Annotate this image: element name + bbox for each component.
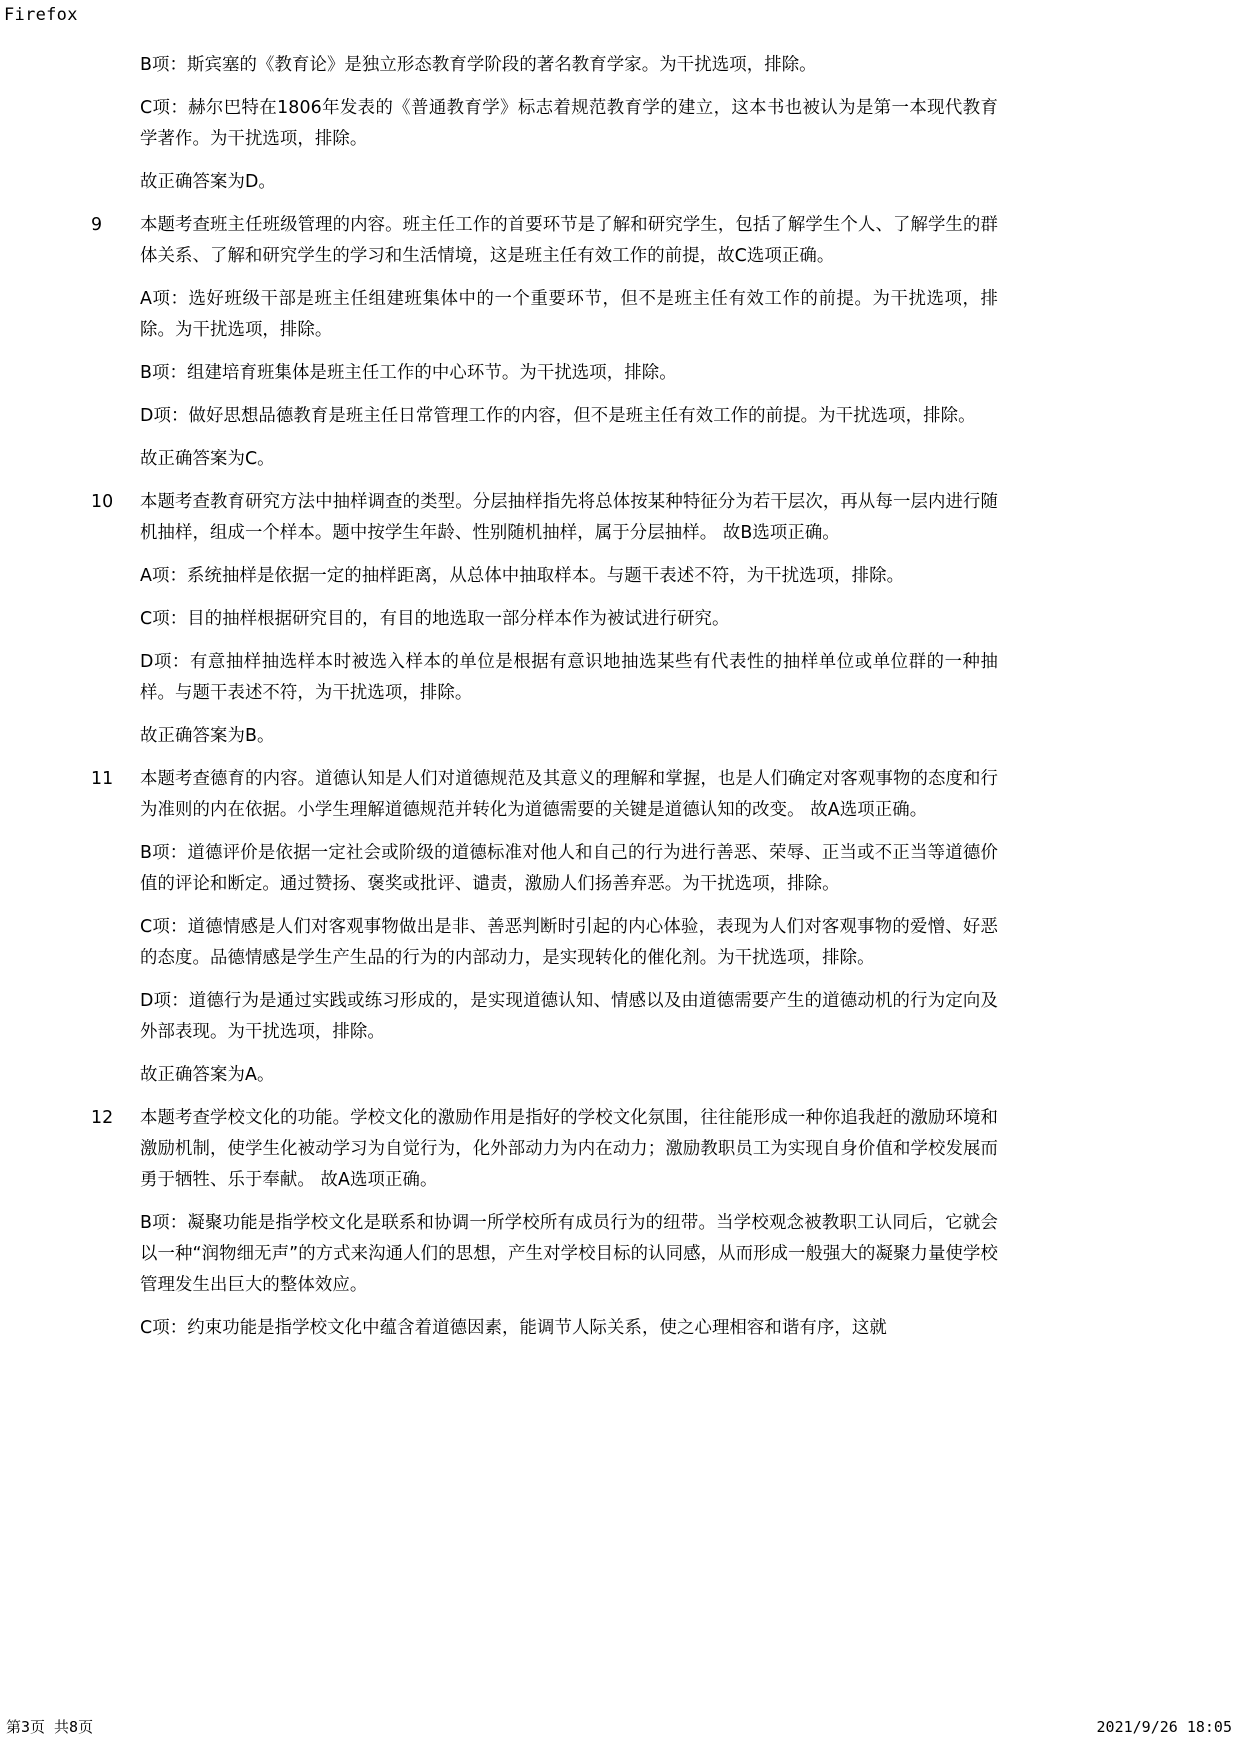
question-number: 11 (91, 769, 114, 789)
option-explanation-text: D项：有意抽样抽选样本时被选入样本的单位是根据有意识地抽选某些有代表性的抽样单位或单位群的一种抽样。与题干表述不符，为干扰选项，排除。 (140, 652, 998, 703)
option-explanation-text: C项：道德情感是人们对客观事物做出是非、善恶判断时引起的内心体验，表现为人们对客观事物的爱憎、好恶的态度。品德情感是学生产生品的行为的内部动力，是实现转化的催化剂。为干扰选项，排除。 (140, 917, 998, 968)
option-explanation-text: B项：组建培育班集体是班主任工作的中心环节。为干扰选项，排除。 (140, 363, 677, 383)
question-number: 12 (91, 1108, 114, 1128)
option-explanation-text: C项：约束功能是指学校文化中蕴含着道德因素，能调节人际关系，使之心理相容和谐有序，这就 (140, 1318, 887, 1338)
option-explanation-text: B项：斯宾塞的《教育论》是独立形态教育学阶段的著名教育学家。为干扰选项，排除。 (140, 55, 817, 75)
document-content-area (88, 50, 998, 1356)
option-explanation-text: A项：系统抽样是依据一定的抽样距离，从总体中抽取样本。与题干表述不符，为干扰选项，排除。 (140, 566, 905, 586)
option-explanation-text: C项：赫尔巴特在1806年发表的《普通教育学》标志着规范教育学的建立，这本书也被认为是第一本现代教育学著作。为干扰选项，排除。 (140, 98, 998, 149)
answer-conclusion-text: 故正确答案为B。 (140, 726, 275, 746)
option-explanation-text: B项：道德评价是依据一定社会或阶级的道德标准对他人和自己的行为进行善恶、荣辱、正当或不正当等道德价值的评论和断定。通过赞扬、褒奖或批评、谴责，激励人们扬善弃恶。为干扰选项，排除。 (140, 843, 998, 894)
answer-conclusion-text: 故正确答案为C。 (140, 449, 275, 469)
question-explanation-text: 本题考查班主任班级管理的内容。班主任工作的首要环节是了解和研究学生，包括了解学生个人、了解学生的群体关系、了解和研究学生的学习和生活情境，这是班主任有效工作的前提，故C选项正确。 (140, 215, 998, 266)
footer-timestamp: 2021/9/26 18:05 (1096, 1718, 1232, 1736)
option-explanation-text: B项：凝聚功能是指学校文化是联系和协调一所学校所有成员行为的纽带。当学校观念被教职工认同后，它就会以一种“润物细无声”的方式来沟通人们的思想，产生对学校目标的认同感，从而形成一般强大的凝聚力量使学校管理发生出巨大的整体效应。 (140, 1213, 998, 1295)
option-explanation-text: D项：做好思想品德教育是班主任日常管理工作的内容，但不是班主任有效工作的前提。为干扰选项，排除。 (140, 406, 976, 426)
question-number: 10 (91, 492, 114, 512)
page-footer (0, 1716, 1240, 1738)
option-explanation-text: C项：目的抽样根据研究目的，有目的地选取一部分样本作为被试进行研究。 (140, 609, 730, 629)
browser-name-label: Firefox (4, 5, 78, 25)
question-number: 9 (91, 215, 103, 235)
answer-conclusion-text: 故正确答案为A。 (140, 1065, 275, 1085)
question-block (88, 1103, 998, 1196)
question-explanation-text: 本题考查学校文化的功能。学校文化的激励作用是指好的学校文化氛围，往往能形成一种你追我赶的激励环境和激励机制，使学生化被动学习为自觉行为，化外部动力为内在动力；激励教职员工为实现自身价值和学校发展而勇于牺牲、乐于奉献。 故A选项正确。 (140, 1108, 998, 1190)
question-block (88, 210, 998, 272)
option-explanation-text: A项：选好班级干部是班主任组建班集体中的一个重要环节，但不是班主任有效工作的前提。为干扰选项，排除。为干扰选项，排除。 (140, 289, 998, 340)
option-explanation-text: D项：道德行为是通过实践或练习形成的，是实现道德认知、情感以及由道德需要产生的道德动机的行为定向及外部表现。为干扰选项，排除。 (140, 991, 998, 1042)
question-explanation-text: 本题考查德育的内容。道德认知是人们对道德规范及其意义的理解和掌握，也是人们确定对客观事物的态度和行为准则的内在依据。小学生理解道德规范并转化为道德需要的关键是道德认知的改变。 故A选项正确。 (140, 769, 998, 820)
question-block (88, 487, 998, 549)
answer-conclusion-text: 故正确答案为D。 (140, 172, 276, 192)
question-block (88, 764, 998, 826)
footer-page-number: 第3页 共8页 (6, 1718, 94, 1736)
question-explanation-text: 本题考查教育研究方法中抽样调查的类型。分层抽样指先将总体按某种特征分为若干层次，再从每一层内进行随机抽样，组成一个样本。题中按学生年龄、性别随机抽样，属于分层抽样。 故B选项正确。 (140, 492, 998, 543)
